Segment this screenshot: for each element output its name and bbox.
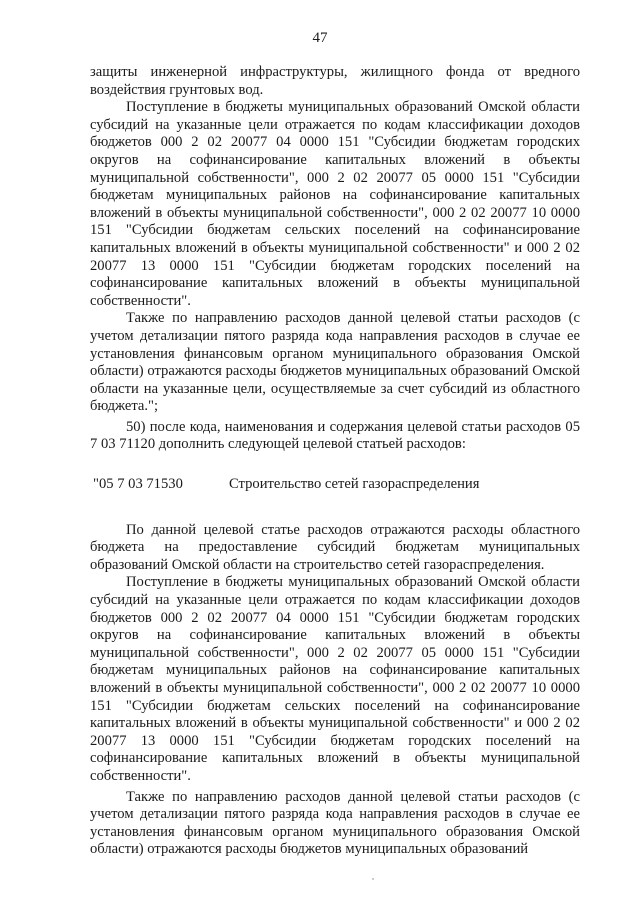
scan-speck	[372, 878, 374, 880]
page-number: 47	[312, 30, 328, 46]
target-article-code: "05 7 03 71530	[93, 476, 183, 493]
paragraph-revenue-codes-2: Поступление в бюджеты муниципальных образований Омской области субсидий на указанные цели отражается по кодам классификации доходов бюджетов 000 2 02 20077 04 0000 151 "Субсидии бюджетам городских округов на софинансирование капитальных вложений в объекты муниципальной собственности", 000 2 02 20077 05 0000 151 "Субсидии бюджетам муниципальных районов на софинансирование капитальных вложений в объекты муниципальной собственности", 000 2 02 20077 10 0000 151 "Субсидии бюджетам сельских поселений на софинансирование капитальных вложений в объекты муниципальной собственности" и 000 2 02 20077 13 0000 151 "Субсидии бюджетам городских поселений на софинансирование капитальных вложений в объекты муниципальной собственности".	[90, 574, 580, 784]
paragraph-article-description: По данной целевой статье расходов отражаются расходы областного бюджета на предоставление субсидий бюджетам муниципальных образований Омской области на строительство сетей газораспределения.	[90, 521, 580, 573]
paragraph-item-50: 50) после кода, наименования и содержания целевой статьи расходов 05 7 03 71120 дополнить следующей целевой статьей расходов:	[90, 418, 580, 453]
target-article-title: Строительство сетей газораспределения	[229, 476, 480, 493]
paragraph-revenue-codes: Поступление в бюджеты муниципальных образований Омской области субсидий на указанные цели отражается по кодам классификации доходов бюджетов 000 2 02 20077 04 0000 151 "Субсидии бюджетам городских округов на софинансирование капитальных вложений в объекты муниципальной собственности", 000 2 02 20077 05 0000 151 "Субсидии бюджетам муниципальных районов на софинансирование капитальных вложений в объекты муниципальной собственности", 000 2 02 20077 10 0000 151 "Субсидии бюджетам сельских поселений на софинансирование капитальных вложений в объекты муниципальной собственности" и 000 2 02 20077 13 0000 151 "Субсидии бюджетам городских поселений на софинансирование капитальных вложений в объекты муниципальной собственности".	[90, 99, 580, 309]
paragraph-expense-direction-2: Также по направлению расходов данной целевой статьи расходов (с учетом детализации пятого разряда кода направления расходов в случае ее установления финансовым органом муниципального образования Омской области) отражаются расходы бюджетов муниципальных образований	[90, 788, 580, 858]
document-body	[90, 64, 580, 859]
paragraph-expense-direction: Также по направлению расходов данной целевой статьи расходов (с учетом детализации пятого разряда кода направления расходов в случае ее установления финансовым органом муниципального образования Омской области) отражаются расходы бюджетов муниципальных образований Омской области на указанные цели, осуществляемые за счет субсидий из областного бюджета.";	[90, 310, 580, 415]
paragraph-continuation: защиты инженерной инфраструктуры, жилищного фонда от вредного воздействия грунтовых вод.	[90, 64, 580, 98]
target-article-heading	[90, 476, 580, 494]
